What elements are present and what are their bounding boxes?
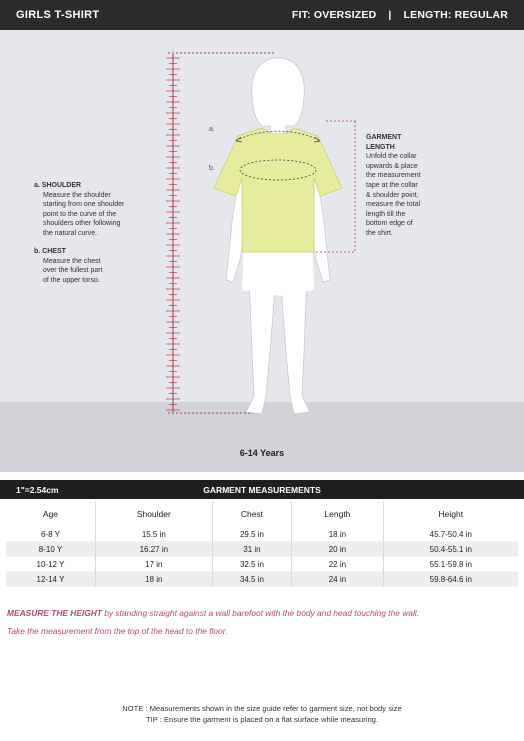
table-row: [6, 542, 518, 557]
table-row: [6, 572, 518, 587]
cell-shoulder: 16.27 in: [95, 542, 212, 557]
measuring-tip: TIP : Ensure the garment is placed on a flat surface while measuring.: [145, 715, 378, 724]
cell-length: 20 in: [292, 542, 383, 557]
cell-length: 24 in: [292, 572, 383, 587]
cell-height: 45.7-50.4 in: [383, 527, 518, 542]
table-row: [6, 557, 518, 572]
shoulder-text-2: starting from one shoulder: [43, 201, 125, 209]
header-bar: [0, 0, 524, 30]
shoulder-text-5: the natural curve.: [43, 229, 98, 237]
marker-b: b.: [209, 165, 215, 172]
height-instruction-2: Take the measurement from the top of the head to the floor.: [7, 626, 228, 636]
length-label: LENGTH: REGULAR: [403, 9, 508, 21]
garment-length-heading-2: LENGTH: [366, 143, 395, 151]
cell-age: 12-14 Y: [6, 572, 95, 587]
cell-height: 59.8-64.6 in: [383, 572, 518, 587]
garment-length-text-9: the shirt.: [366, 229, 393, 237]
page-title: GIRLS T-SHIRT: [16, 9, 100, 21]
measurement-illustration: [0, 30, 524, 472]
shoulder-text-4: shoulders other following: [43, 220, 121, 228]
col-height: Height: [383, 501, 518, 527]
cell-shoulder: 15.5 in: [95, 527, 212, 542]
cell-shoulder: 17 in: [95, 557, 212, 572]
col-shoulder: Shoulder: [95, 501, 212, 527]
unit-conversion: 1"=2.54cm: [16, 485, 59, 495]
cell-chest: 29.5 in: [212, 527, 292, 542]
cell-chest: 34.5 in: [212, 572, 292, 587]
size-table: [6, 501, 518, 587]
garment-length-heading-1: GARMENT: [366, 134, 402, 141]
cell-length: 18 in: [292, 527, 383, 542]
fit-label: FIT: OVERSIZED: [291, 9, 377, 21]
chest-text-1: Measure the chest: [43, 257, 101, 265]
height-instruction-emphasis: MEASURE THE HEIGHT: [7, 608, 102, 618]
col-length: Length: [292, 501, 383, 527]
chest-note: [34, 247, 103, 285]
marker-a: a.: [209, 126, 215, 133]
garment-length-text-4: tape at the collar: [366, 181, 418, 189]
fit-separator: |: [388, 9, 392, 21]
shoulder-heading: a. SHOULDER: [34, 182, 82, 189]
size-note: NOTE : Measurements shown in the size guide refer to garment size, not body size: [122, 704, 402, 713]
shoulder-note: [34, 181, 124, 239]
chest-heading: b. CHEST: [34, 248, 66, 255]
table-caption: GARMENT MEASUREMENTS: [203, 485, 321, 495]
shoulder-text-1: Measure the shoulder: [43, 191, 111, 199]
age-range-caption: 6-14 Years: [239, 448, 285, 458]
cell-length: 22 in: [292, 557, 383, 572]
cell-chest: 31 in: [212, 542, 292, 557]
garment-length-text-7: length till the: [366, 210, 406, 218]
height-instruction-text: by standing straight against a wall barefoot with the body and head touching the wall.: [101, 608, 419, 618]
garment-length-text-6: measure the total: [366, 201, 421, 209]
cell-age: 6-8 Y: [40, 529, 60, 539]
chest-text-2: over the fullest part: [43, 267, 103, 275]
fit-info: [292, 9, 508, 21]
cell-shoulder: 18 in: [95, 572, 212, 587]
hair-shape: [252, 58, 305, 126]
col-chest: Chest: [212, 501, 292, 527]
cell-age: 8-10 Y: [6, 542, 95, 557]
garment-length-text-2: upwards & place: [366, 162, 418, 170]
col-age: Age: [42, 509, 59, 519]
table-header-row: [6, 501, 518, 527]
garment-length-note: [366, 133, 446, 239]
cell-height: 55.1-59.8 in: [383, 557, 518, 572]
height-instruction-1: [7, 608, 419, 618]
table-row: [6, 527, 518, 542]
garment-length-text-1: Unfold the collar: [366, 153, 417, 161]
measurements-header: [0, 480, 524, 499]
chest-text-3: of the upper torso.: [43, 276, 100, 284]
cell-chest: 32.5 in: [212, 557, 292, 572]
garment-length-text-3: the measurement: [366, 172, 421, 180]
shoulder-text-3: point to the curve of the: [43, 210, 117, 218]
garment-length-text-8: bottom edge of: [366, 220, 413, 228]
garment-length-text-5: & shoulder point,: [366, 191, 419, 199]
cell-age: 10-12 Y: [36, 559, 65, 569]
cell-height: 50.4-55.1 in: [383, 542, 518, 557]
